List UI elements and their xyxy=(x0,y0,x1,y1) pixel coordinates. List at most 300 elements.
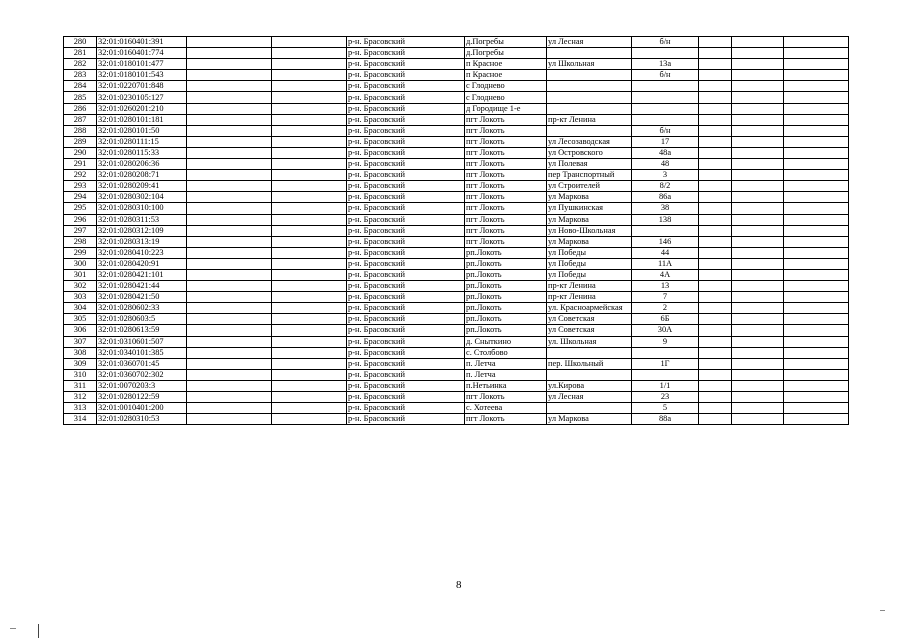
table-cell xyxy=(632,114,699,125)
table-cell xyxy=(187,92,272,103)
table-cell xyxy=(732,81,784,92)
table-cell xyxy=(272,214,347,225)
table-cell: 38 xyxy=(632,203,699,214)
table-cell: 6Б xyxy=(632,314,699,325)
table-cell: 292 xyxy=(64,170,97,181)
table-cell: пер. Школьный xyxy=(547,358,632,369)
table-cell: р-н. Брасовский xyxy=(347,236,465,247)
table-cell: р-н. Брасовский xyxy=(347,59,465,70)
table-cell: 13 xyxy=(632,281,699,292)
table-cell: 307 xyxy=(64,336,97,347)
table-cell xyxy=(699,170,732,181)
table-cell xyxy=(784,292,849,303)
table-cell: 295 xyxy=(64,203,97,214)
table-cell xyxy=(272,392,347,403)
table-cell: 30А xyxy=(632,325,699,336)
table-cell xyxy=(699,236,732,247)
table-cell: р-н. Брасовский xyxy=(347,70,465,81)
table-cell: 32:01:0160401:774 xyxy=(97,48,187,59)
table-cell: 8/2 xyxy=(632,181,699,192)
table-cell xyxy=(187,225,272,236)
table-cell: 32:01:0340101:385 xyxy=(97,347,187,358)
table-cell xyxy=(272,48,347,59)
table-cell: ул Пушкинская xyxy=(547,203,632,214)
table-cell: д. Сныткино xyxy=(465,336,547,347)
table-cell: р-н. Брасовский xyxy=(347,325,465,336)
table-cell: пр-кт Ленина xyxy=(547,281,632,292)
table-cell: 313 xyxy=(64,403,97,414)
table-cell xyxy=(699,214,732,225)
table-row xyxy=(64,214,849,225)
table-row xyxy=(64,258,849,269)
table-cell: 32:01:0360701:45 xyxy=(97,358,187,369)
table-cell xyxy=(732,247,784,258)
table-cell: с. Столбово xyxy=(465,347,547,358)
table-cell: 32:01:0280310:100 xyxy=(97,203,187,214)
table-cell xyxy=(272,414,347,425)
table-cell: п. Летча xyxy=(465,369,547,380)
table-cell: ул Школьная xyxy=(547,59,632,70)
table-cell: р-н. Брасовский xyxy=(347,192,465,203)
table-cell xyxy=(699,92,732,103)
table-cell xyxy=(187,336,272,347)
table-cell xyxy=(732,48,784,59)
table-cell: 32:01:0280602:33 xyxy=(97,303,187,314)
table-cell: ул Ново-Школьная xyxy=(547,225,632,236)
table-cell: 298 xyxy=(64,236,97,247)
table-cell: р-н. Брасовский xyxy=(347,292,465,303)
table-cell xyxy=(272,303,347,314)
table-row xyxy=(64,170,849,181)
table-cell: 17 xyxy=(632,136,699,147)
table-cell: 306 xyxy=(64,325,97,336)
table-cell xyxy=(272,347,347,358)
table-cell: 305 xyxy=(64,314,97,325)
table-cell xyxy=(732,392,784,403)
table-cell: рп.Локоть xyxy=(465,258,547,269)
table-cell: пгт Локоть xyxy=(465,159,547,170)
table-cell: пгт Локоть xyxy=(465,147,547,158)
table-row xyxy=(64,37,849,48)
table-cell xyxy=(732,59,784,70)
table-cell xyxy=(699,392,732,403)
table-cell xyxy=(187,325,272,336)
table-cell: 302 xyxy=(64,281,97,292)
table-cell: пгт Локоть xyxy=(465,192,547,203)
table-cell xyxy=(187,358,272,369)
table-cell: д.Погребы xyxy=(465,48,547,59)
table-cell xyxy=(732,203,784,214)
table-cell: 308 xyxy=(64,347,97,358)
table-cell: рп.Локоть xyxy=(465,281,547,292)
table-cell: р-н. Брасовский xyxy=(347,347,465,358)
table-cell: р-н. Брасовский xyxy=(347,225,465,236)
table-cell xyxy=(272,136,347,147)
table-cell xyxy=(187,392,272,403)
margin-mark xyxy=(38,624,39,638)
table-cell: ул Советская xyxy=(547,325,632,336)
table-cell: п Красное xyxy=(465,70,547,81)
table-cell xyxy=(784,103,849,114)
table-cell: 32:01:0280420:91 xyxy=(97,258,187,269)
table-cell xyxy=(272,92,347,103)
table-cell: б/н xyxy=(632,70,699,81)
table-cell: 23 xyxy=(632,392,699,403)
table-cell xyxy=(272,103,347,114)
table-cell xyxy=(272,380,347,391)
table-cell: 86а xyxy=(632,192,699,203)
table-cell: р-н. Брасовский xyxy=(347,380,465,391)
table-cell xyxy=(784,325,849,336)
table-cell: 300 xyxy=(64,258,97,269)
table-cell xyxy=(547,403,632,414)
table-cell xyxy=(784,48,849,59)
table-cell: 293 xyxy=(64,181,97,192)
table-cell xyxy=(699,103,732,114)
table-cell: пгт Локоть xyxy=(465,203,547,214)
table-cell: р-н. Брасовский xyxy=(347,147,465,158)
table-cell xyxy=(187,181,272,192)
table-cell xyxy=(272,369,347,380)
table-cell: 48 xyxy=(632,159,699,170)
table-cell: 281 xyxy=(64,48,97,59)
table-cell: р-н. Брасовский xyxy=(347,336,465,347)
table-row xyxy=(64,59,849,70)
table-cell: ул Лесная xyxy=(547,37,632,48)
table-cell xyxy=(784,369,849,380)
table-cell: р-н. Брасовский xyxy=(347,114,465,125)
table-cell xyxy=(784,81,849,92)
table-cell: пгт Локоть xyxy=(465,136,547,147)
table-cell: 7 xyxy=(632,292,699,303)
table-cell xyxy=(699,48,732,59)
table-cell xyxy=(272,225,347,236)
table-cell xyxy=(784,92,849,103)
table-cell xyxy=(187,369,272,380)
table-cell: 32:01:0280206:36 xyxy=(97,159,187,170)
table-cell xyxy=(547,81,632,92)
table-cell: 304 xyxy=(64,303,97,314)
table-cell: 1/1 xyxy=(632,380,699,391)
table-cell: рп.Локоть xyxy=(465,325,547,336)
table-cell xyxy=(187,147,272,158)
table-cell: 13а xyxy=(632,59,699,70)
table-cell: р-н. Брасовский xyxy=(347,159,465,170)
table-cell: р-н. Брасовский xyxy=(347,314,465,325)
table-cell: ул Победы xyxy=(547,258,632,269)
table-cell xyxy=(272,269,347,280)
table-cell xyxy=(272,125,347,136)
table-cell: р-н. Брасовский xyxy=(347,247,465,258)
table-cell xyxy=(187,414,272,425)
table-cell: р-н. Брасовский xyxy=(347,92,465,103)
table-cell: 32:01:0010401:200 xyxy=(97,403,187,414)
table-cell: 32:01:0280603:5 xyxy=(97,314,187,325)
table-cell: 286 xyxy=(64,103,97,114)
table-cell: с. Хотеева xyxy=(465,403,547,414)
table-cell xyxy=(632,48,699,59)
table-cell: 9 xyxy=(632,336,699,347)
table-cell xyxy=(784,147,849,158)
table-cell xyxy=(699,125,732,136)
table-cell: рп.Локоть xyxy=(465,269,547,280)
table-cell: 32:01:0280613:59 xyxy=(97,325,187,336)
table-cell xyxy=(699,403,732,414)
table-cell xyxy=(187,70,272,81)
table-cell: 32:01:0260201:210 xyxy=(97,103,187,114)
table-cell: 32:01:0280311:53 xyxy=(97,214,187,225)
table-row xyxy=(64,247,849,258)
table-cell xyxy=(699,225,732,236)
table-cell: рп.Локоть xyxy=(465,247,547,258)
table-row xyxy=(64,325,849,336)
table-cell: р-н. Брасовский xyxy=(347,125,465,136)
table-row xyxy=(64,303,849,314)
table-cell: 32:01:0280209:41 xyxy=(97,181,187,192)
table-row xyxy=(64,103,849,114)
table-cell: пгт Локоть xyxy=(465,114,547,125)
table-cell: 297 xyxy=(64,225,97,236)
table-cell xyxy=(187,292,272,303)
table-cell xyxy=(699,258,732,269)
table-cell xyxy=(732,236,784,247)
table-cell: р-н. Брасовский xyxy=(347,414,465,425)
table-cell: ул Лесозаводская xyxy=(547,136,632,147)
table-cell xyxy=(784,225,849,236)
table-cell xyxy=(272,203,347,214)
table-cell: р-н. Брасовский xyxy=(347,136,465,147)
table-cell: ул Лесная xyxy=(547,392,632,403)
table-cell xyxy=(272,325,347,336)
table-cell: ул Маркова xyxy=(547,214,632,225)
table-cell xyxy=(784,358,849,369)
table-cell xyxy=(784,170,849,181)
table-cell xyxy=(699,136,732,147)
table-cell: п Красное xyxy=(465,59,547,70)
table-row xyxy=(64,203,849,214)
table-cell xyxy=(699,380,732,391)
table-cell: пер Транспортный xyxy=(547,170,632,181)
table-cell xyxy=(732,192,784,203)
table-cell: 32:01:0070203:3 xyxy=(97,380,187,391)
table-cell xyxy=(272,159,347,170)
table-cell: 289 xyxy=(64,136,97,147)
table-cell xyxy=(784,392,849,403)
table-cell: рп.Локоть xyxy=(465,303,547,314)
table-cell xyxy=(699,314,732,325)
table-cell: пгт Локоть xyxy=(465,214,547,225)
table-cell: 44 xyxy=(632,247,699,258)
table-cell: 32:01:0280421:101 xyxy=(97,269,187,280)
table-cell xyxy=(732,303,784,314)
table-cell: 32:01:0280115:33 xyxy=(97,147,187,158)
table-cell xyxy=(699,159,732,170)
table-cell: р-н. Брасовский xyxy=(347,281,465,292)
table-row xyxy=(64,81,849,92)
table-cell xyxy=(272,70,347,81)
table-cell: 48а xyxy=(632,147,699,158)
table-cell xyxy=(699,269,732,280)
table-cell xyxy=(732,380,784,391)
table-cell: 282 xyxy=(64,59,97,70)
table-cell: б/н xyxy=(632,37,699,48)
table-cell xyxy=(732,170,784,181)
table-cell xyxy=(547,347,632,358)
table-cell xyxy=(784,37,849,48)
table-cell: 3 xyxy=(632,170,699,181)
table-cell: ул.Кирова xyxy=(547,380,632,391)
table-cell: 314 xyxy=(64,414,97,425)
table-cell xyxy=(784,159,849,170)
table-cell: ул Полевая xyxy=(547,159,632,170)
table-cell xyxy=(272,81,347,92)
table-cell xyxy=(187,236,272,247)
table-cell: 291 xyxy=(64,159,97,170)
table-row xyxy=(64,181,849,192)
table-row xyxy=(64,414,849,425)
table-cell xyxy=(272,314,347,325)
table-cell: ул Советская xyxy=(547,314,632,325)
table-row xyxy=(64,358,849,369)
table-cell xyxy=(732,403,784,414)
table-cell xyxy=(784,247,849,258)
table-cell xyxy=(272,336,347,347)
table-cell xyxy=(699,247,732,258)
table-cell: пгт Локоть xyxy=(465,125,547,136)
table-cell: 285 xyxy=(64,92,97,103)
table-cell xyxy=(547,48,632,59)
table-row xyxy=(64,369,849,380)
table-cell: 2 xyxy=(632,303,699,314)
table-row xyxy=(64,403,849,414)
table-cell xyxy=(632,369,699,380)
table-cell xyxy=(272,258,347,269)
table-cell: пр-кт Ленина xyxy=(547,292,632,303)
table-row xyxy=(64,147,849,158)
table-row xyxy=(64,136,849,147)
table-row xyxy=(64,159,849,170)
table-cell: ул. Школьная xyxy=(547,336,632,347)
table-cell xyxy=(699,303,732,314)
table-cell xyxy=(699,292,732,303)
table-row xyxy=(64,347,849,358)
table-cell: 32:01:0280111:15 xyxy=(97,136,187,147)
table-cell xyxy=(187,159,272,170)
table-cell: 284 xyxy=(64,81,97,92)
table-cell: 32:01:0310601:507 xyxy=(97,336,187,347)
table-cell: ул Маркова xyxy=(547,414,632,425)
table-row xyxy=(64,192,849,203)
table-cell xyxy=(732,336,784,347)
table-cell xyxy=(732,125,784,136)
table-cell: р-н. Брасовский xyxy=(347,269,465,280)
table-cell xyxy=(187,170,272,181)
scan-speck xyxy=(10,628,16,629)
table-cell xyxy=(272,37,347,48)
table-cell xyxy=(272,59,347,70)
table-cell xyxy=(699,181,732,192)
table-cell: 32:01:0180101:543 xyxy=(97,70,187,81)
table-cell: 146 xyxy=(632,236,699,247)
table-cell xyxy=(699,37,732,48)
table-cell xyxy=(547,125,632,136)
table-cell: 32:01:0280312:109 xyxy=(97,225,187,236)
table-cell xyxy=(699,358,732,369)
table-cell xyxy=(784,336,849,347)
table-cell: 303 xyxy=(64,292,97,303)
table-cell xyxy=(732,358,784,369)
table-cell xyxy=(187,114,272,125)
table-cell xyxy=(272,292,347,303)
table-row xyxy=(64,292,849,303)
table-cell: ул Маркова xyxy=(547,192,632,203)
table-cell xyxy=(784,181,849,192)
table-cell xyxy=(732,114,784,125)
table-cell xyxy=(732,159,784,170)
table-cell: р-н. Брасовский xyxy=(347,214,465,225)
table-cell: р-н. Брасовский xyxy=(347,403,465,414)
table-cell xyxy=(699,336,732,347)
table-cell xyxy=(699,369,732,380)
table-cell xyxy=(732,147,784,158)
table-cell: 1Г xyxy=(632,358,699,369)
table-cell: 32:01:0230105:127 xyxy=(97,92,187,103)
table-cell xyxy=(732,136,784,147)
table-cell: 32:01:0280421:50 xyxy=(97,292,187,303)
table-row xyxy=(64,392,849,403)
table-cell xyxy=(632,103,699,114)
table-cell xyxy=(784,136,849,147)
table-cell: 309 xyxy=(64,358,97,369)
table-cell: 311 xyxy=(64,380,97,391)
table-cell xyxy=(699,59,732,70)
table-cell: р-н. Брасовский xyxy=(347,170,465,181)
scan-speck xyxy=(880,610,885,611)
table-row xyxy=(64,225,849,236)
table-cell xyxy=(699,347,732,358)
table-cell: 32:01:0280310:53 xyxy=(97,414,187,425)
table-cell: р-н. Брасовский xyxy=(347,48,465,59)
table-cell xyxy=(784,269,849,280)
table-cell xyxy=(187,303,272,314)
table-cell xyxy=(784,281,849,292)
table-cell xyxy=(187,269,272,280)
table-cell: 32:01:0280410:223 xyxy=(97,247,187,258)
table-cell: р-н. Брасовский xyxy=(347,181,465,192)
table-cell xyxy=(699,414,732,425)
table-cell xyxy=(699,81,732,92)
table-cell: пгт Локоть xyxy=(465,236,547,247)
table-cell: рп.Локоть xyxy=(465,292,547,303)
table-cell: рп.Локоть xyxy=(465,314,547,325)
table-cell xyxy=(187,48,272,59)
table-cell: пгт Локоть xyxy=(465,414,547,425)
table-cell xyxy=(187,247,272,258)
table-row xyxy=(64,114,849,125)
table-cell: 32:01:0280313:19 xyxy=(97,236,187,247)
table-cell xyxy=(699,192,732,203)
table-cell: 299 xyxy=(64,247,97,258)
table-cell xyxy=(732,369,784,380)
table-cell xyxy=(187,347,272,358)
table-cell xyxy=(187,380,272,391)
table-cell xyxy=(732,269,784,280)
table-cell xyxy=(187,314,272,325)
table-cell: п.Нетьинка xyxy=(465,380,547,391)
table-cell xyxy=(187,192,272,203)
table-cell: пр-кт Ленина xyxy=(547,114,632,125)
table-row xyxy=(64,125,849,136)
